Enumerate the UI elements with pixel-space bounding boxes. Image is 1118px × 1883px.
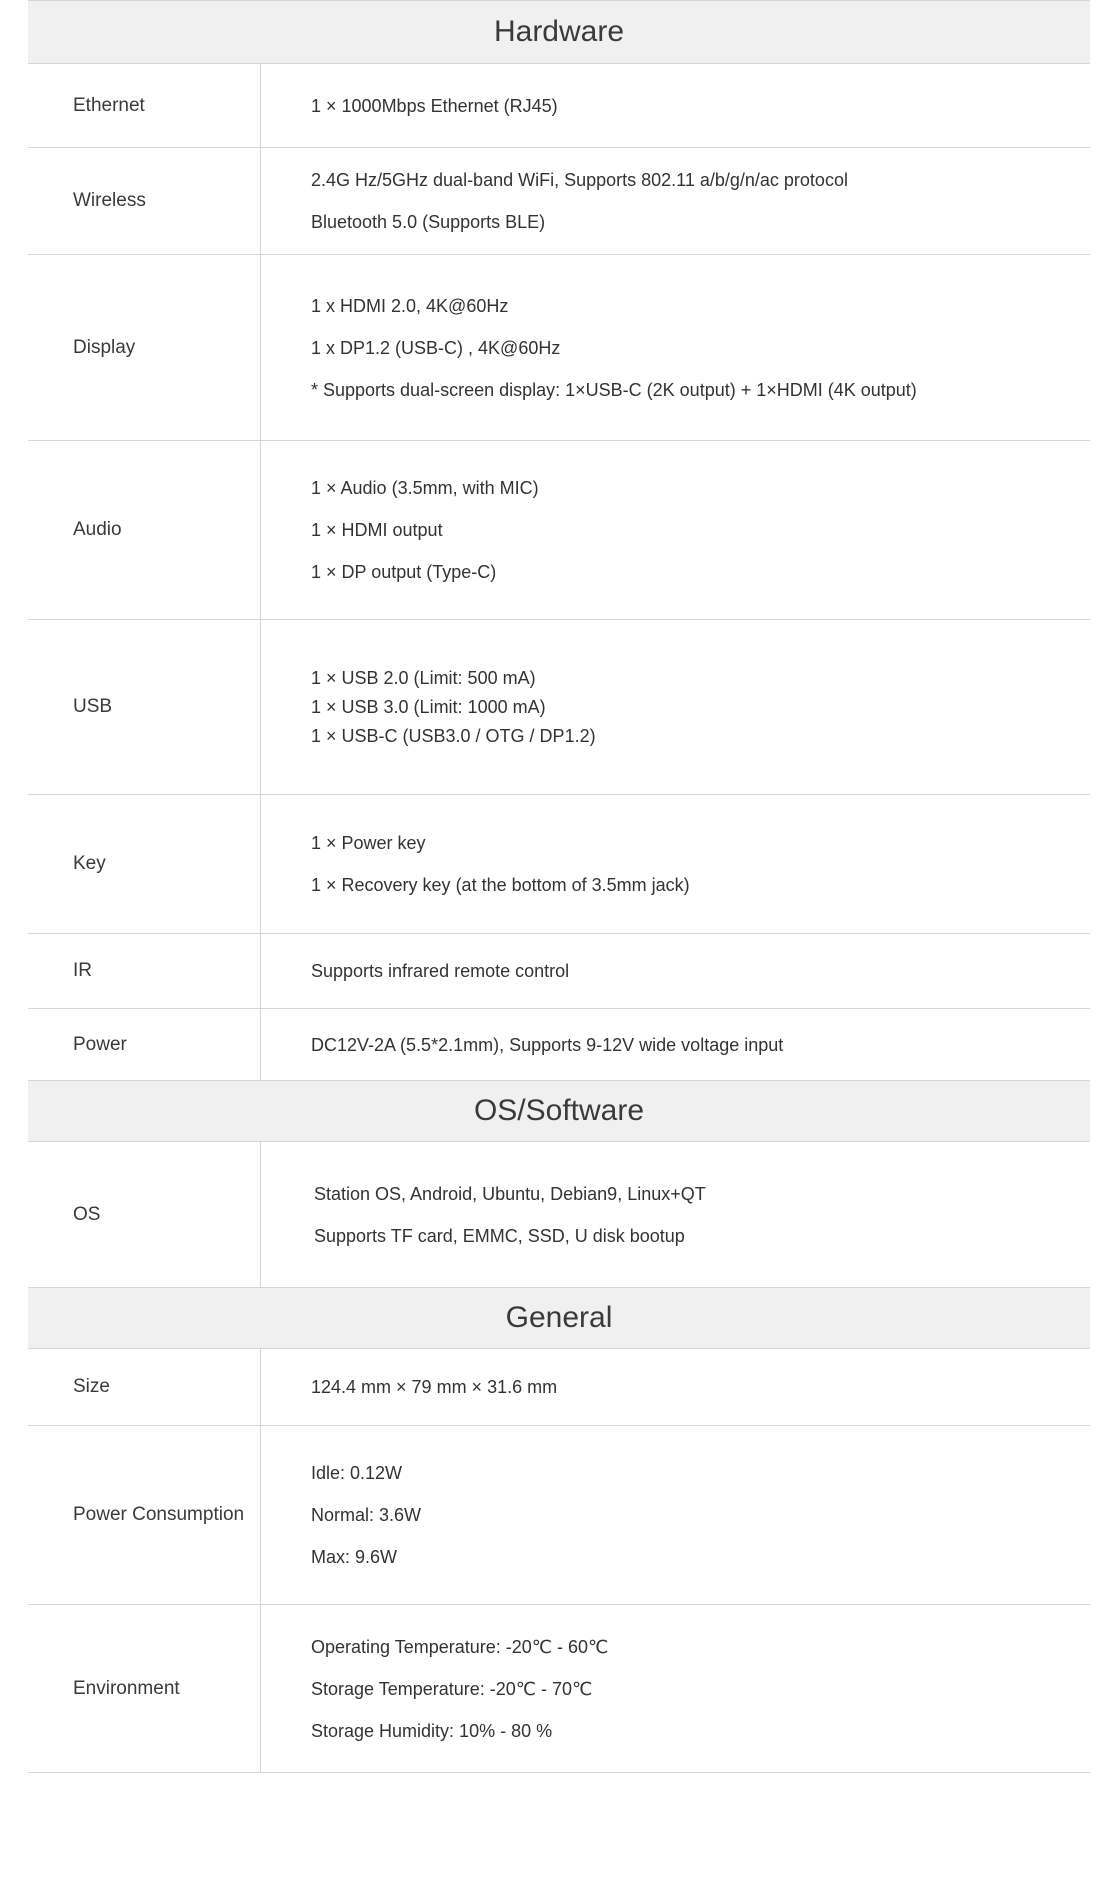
spec-value: 1 × USB 2.0 (Limit: 500 mA) <box>311 667 536 688</box>
spec-values <box>261 441 1090 619</box>
spec-value: Bluetooth 5.0 (Supports BLE) <box>311 212 546 232</box>
spec-value: Storage Temperature: -20℃ - 70℃ <box>311 1678 593 1699</box>
spec-values <box>261 1142 1090 1287</box>
spec-value: DC12V-2A (5.5*2.1mm), Supports 9-12V wide voltage input <box>311 1034 784 1055</box>
spec-value: 1 x HDMI 2.0, 4K@60Hz <box>311 295 509 316</box>
spec-row-usb <box>28 620 1090 795</box>
spec-row-power <box>28 1009 1090 1080</box>
spec-row-wireless <box>28 148 1090 255</box>
spec-label: Size <box>28 1349 261 1425</box>
spec-values <box>261 1349 1090 1425</box>
spec-value: 1 × Power key <box>311 833 426 853</box>
section-title: OS/Software <box>473 1094 645 1127</box>
spec-value: Supports TF card, EMMC, SSD, U disk bootup <box>314 1225 685 1246</box>
spec-values <box>261 148 1090 254</box>
spec-label: Ethernet <box>28 64 261 147</box>
spec-label: Power <box>28 1009 261 1080</box>
spec-value: 1 × USB-C (USB3.0 / OTG / DP1.2) <box>311 725 596 746</box>
spec-label: Display <box>28 255 261 440</box>
spec-value: 1 × USB 3.0 (Limit: 1000 mA) <box>311 696 546 717</box>
spec-label: IR <box>28 934 261 1008</box>
spec-value: Storage Humidity: 10% - 80 % <box>311 1720 553 1741</box>
spec-value: 1 x DP1.2 (USB-C) , 4K@60Hz <box>311 337 561 358</box>
spec-label: USB <box>28 620 261 794</box>
spec-value: Max: 9.6W <box>311 1547 398 1567</box>
spec-row-os <box>28 1142 1090 1287</box>
spec-label: OS <box>28 1142 261 1287</box>
spec-value: 2.4G Hz/5GHz dual-band WiFi, Supports 802.11 a/b/g/n/ac protocol <box>311 170 848 190</box>
spec-value: 1 × HDMI output <box>311 520 443 540</box>
spec-row-environment <box>28 1605 1090 1773</box>
spec-values <box>261 1009 1090 1080</box>
spec-values <box>261 620 1090 794</box>
spec-values <box>261 934 1090 1008</box>
spec-value: Supports infrared remote control <box>311 961 570 981</box>
spec-value: Idle: 0.12W <box>311 1463 403 1483</box>
spec-value: 1 × Audio (3.5mm, with MIC) <box>311 478 539 498</box>
spec-label: Key <box>28 795 261 933</box>
spec-label: Audio <box>28 441 261 619</box>
spec-value: 124.4 mm × 79 mm × 31.6 mm <box>311 1377 558 1397</box>
spec-row-ethernet <box>28 64 1090 148</box>
spec-label: Environment <box>28 1605 261 1772</box>
spec-label: Wireless <box>28 148 261 254</box>
spec-values <box>261 64 1090 147</box>
spec-row-ir <box>28 934 1090 1009</box>
section-title: General <box>505 1301 613 1334</box>
spec-value: 1 × 1000Mbps Ethernet (RJ45) <box>311 95 558 116</box>
spec-row-size <box>28 1349 1090 1426</box>
spec-value: 1 × Recovery key (at the bottom of 3.5mm jack) <box>311 875 690 895</box>
spec-value: 1 × DP output (Type-C) <box>311 562 497 582</box>
spec-value: Operating Temperature: -20℃ - 60℃ <box>311 1636 609 1657</box>
spec-values <box>261 255 1090 440</box>
spec-table <box>28 0 1090 1773</box>
spec-row-display <box>28 255 1090 441</box>
section-title: Hardware <box>493 15 625 48</box>
spec-values <box>261 1426 1090 1604</box>
section-header-os-software <box>28 1080 1090 1142</box>
spec-row-audio <box>28 441 1090 620</box>
spec-row-power-consumption <box>28 1426 1090 1605</box>
spec-values <box>261 795 1090 933</box>
section-header-hardware <box>28 0 1090 64</box>
spec-row-key <box>28 795 1090 934</box>
spec-value: Station OS, Android, Ubuntu, Debian9, Linux+QT <box>314 1183 706 1204</box>
spec-label: Power Consumption <box>28 1426 261 1604</box>
spec-value: Normal: 3.6W <box>311 1505 422 1525</box>
spec-values <box>261 1605 1090 1772</box>
section-header-general <box>28 1287 1090 1349</box>
spec-value: * Supports dual-screen display: 1×USB-C (2K output) + 1×HDMI (4K output) <box>311 379 917 400</box>
